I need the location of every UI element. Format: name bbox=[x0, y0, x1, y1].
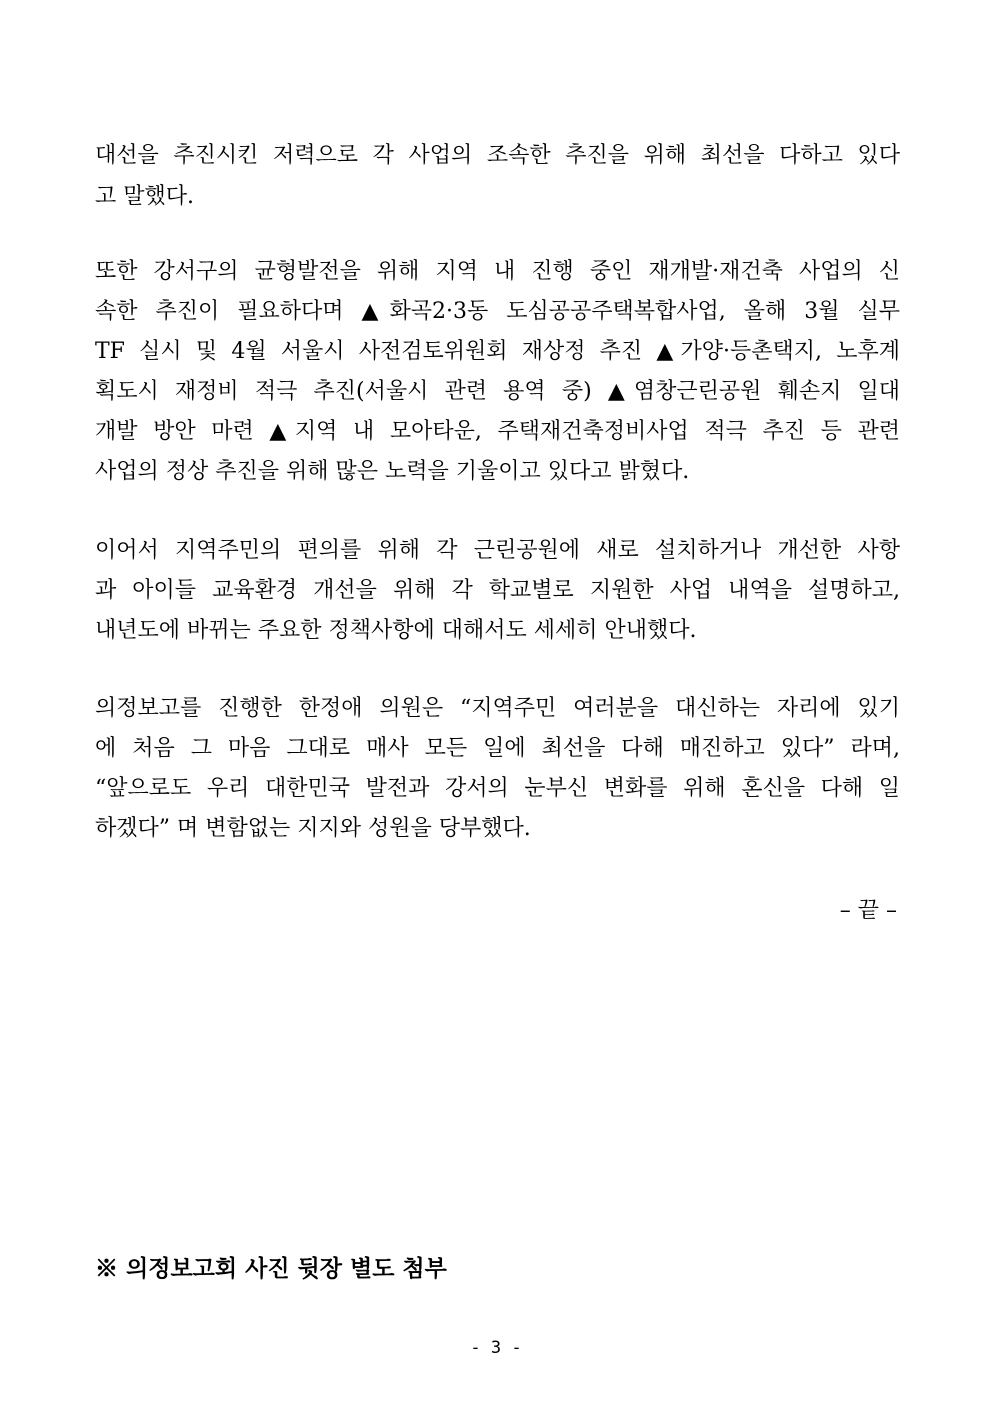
paragraph-4-line-1: 의정보고를 진행한 한정애 의원은 “지역주민 여러분을 대신하는 자리에 있기 bbox=[95, 696, 900, 721]
end-mark: – 끝 – bbox=[839, 898, 897, 923]
paragraph-2-line-1: 또한 강서구의 균형발전을 위해 지역 내 진행 중인 재개발·재건축 사업의 신 bbox=[95, 259, 900, 284]
paragraph-2-line-2: 속한 추진이 필요하다며 ▲화곡2·3동 도심공공주택복합사업, 올해 3월 실무 bbox=[95, 299, 900, 324]
paragraph-4-line-2: 에 처음 그 마음 그대로 매사 모든 일에 최선을 다해 매진하고 있다” 라며, bbox=[95, 736, 900, 761]
paragraph-1-line-2: 고 말했다. bbox=[95, 184, 194, 209]
paragraph-4-line-3: “앞으로도 우리 대한민국 발전과 강서의 눈부신 변화를 위해 혼신을 다해 일 bbox=[95, 776, 900, 801]
paragraph-1-line-1: 대선을 추진시킨 저력으로 각 사업의 조속한 추진을 위해 최선을 다하고 있다 bbox=[95, 143, 900, 168]
attachment-note: ※ 의정보고회 사진 뒷장 별도 첨부 bbox=[95, 1255, 447, 1282]
paragraph-2-line-4: 획도시 재정비 적극 추진(서울시 관련 용역 중) ▲염창근린공원 훼손지 일대 bbox=[95, 379, 900, 404]
page-number: - 3 - bbox=[470, 1338, 522, 1358]
paragraph-3-line-2: 과 아이들 교육환경 개선을 위해 각 학교별로 지원한 사업 내역을 설명하고, bbox=[95, 578, 900, 603]
paragraph-3-line-3: 내년도에 바뀌는 주요한 정책사항에 대해서도 세세히 안내했다. bbox=[95, 618, 697, 643]
paragraph-3-line-1: 이어서 지역주민의 편의를 위해 각 근린공원에 새로 설치하거나 개선한 사항 bbox=[95, 538, 900, 563]
paragraph-2-line-3: TF 실시 및 4월 서울시 사전검토위원회 재상정 추진 ▲가양·등촌택지, 노후계 bbox=[95, 339, 900, 364]
paragraph-2-line-5: 개발 방안 마련 ▲지역 내 모아타운, 주택재건축정비사업 적극 추진 등 관련 bbox=[95, 419, 900, 444]
paragraph-4-line-4: 하겠다” 며 변함없는 지지와 성원을 당부했다. bbox=[95, 816, 531, 841]
paragraph-2-line-6: 사업의 정상 추진을 위해 많은 노력을 기울이고 있다고 밝혔다. bbox=[95, 459, 690, 484]
